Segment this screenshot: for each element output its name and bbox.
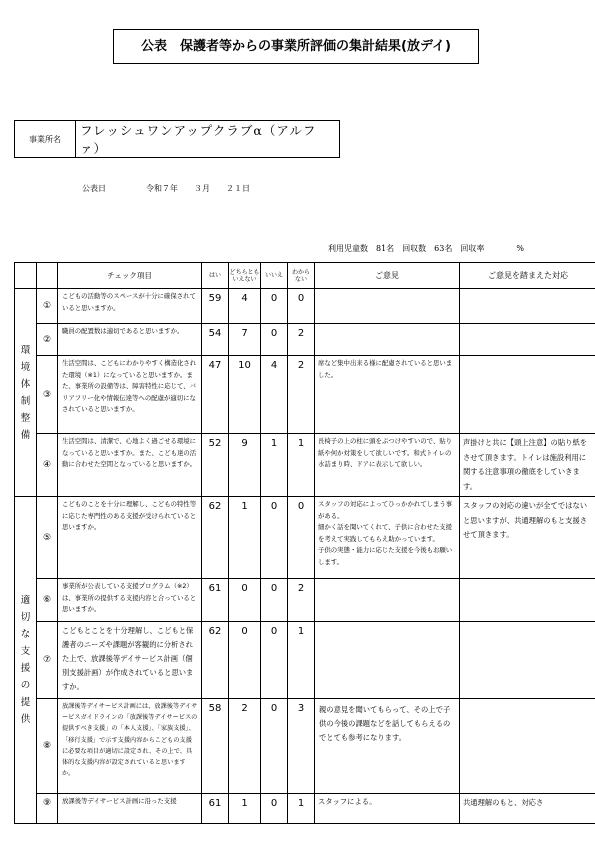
count-no: 0	[261, 699, 288, 794]
count-yes: 62	[202, 622, 229, 699]
question-text: 生活空間は、こどもにわかりやすく構造化された環境（※1）になっていると思いますか。また、事業所の設備等は、障害特性に応じて、バリアフリー化や情報伝達等への配慮が適切になされていると思いますか。	[58, 356, 202, 434]
response-text: 共通理解のもと、対応さ	[460, 794, 595, 824]
publication-month: ３月	[194, 184, 210, 193]
count-no: 0	[261, 579, 288, 622]
question-text: 事業所が公表している支援プログラム（※2）は、事業所の提供する支援内容と合っていると思いますか。	[58, 579, 202, 622]
count-neither: 10	[229, 356, 261, 434]
question-text: 職員の配置数は適切であると思いますか。	[58, 324, 202, 356]
question-text: こどもとことを十分理解し、こどもと保護者のニーズや課題が客観的に分析された上で、放課後等デイサービス計画（個別支援計画）が作成されていると思いますか。	[58, 622, 202, 699]
count-no: 4	[261, 356, 288, 434]
count-unknown: 1	[288, 794, 315, 824]
header-no: いいえ	[261, 263, 288, 289]
count-no: 0	[261, 324, 288, 356]
row-number: ②	[37, 324, 58, 356]
header-blank	[15, 263, 37, 289]
row-number: ④	[37, 434, 58, 497]
category-char: 整	[20, 412, 31, 424]
row-number: ⑤	[37, 497, 58, 579]
table-row	[15, 434, 595, 497]
question-text: 放課後等デイサービス計画に沿った支援	[58, 794, 202, 824]
publication-era-year: 令和７年	[146, 184, 178, 193]
count-unknown: 2	[288, 324, 315, 356]
count-no: 0	[261, 289, 288, 324]
count-unknown: 0	[288, 289, 315, 324]
header-response: ご意見を踏まえた対応	[460, 263, 595, 289]
category-support	[15, 497, 37, 824]
row-number: ⑧	[37, 699, 58, 794]
count-unknown: 2	[288, 579, 315, 622]
category-char: 適	[20, 595, 31, 606]
row-number: ⑨	[37, 794, 58, 824]
count-unknown: 3	[288, 699, 315, 794]
category-char: な	[20, 629, 31, 640]
category-char: の	[20, 680, 31, 691]
table-row	[15, 579, 595, 622]
publication-day: ２１日	[226, 184, 250, 193]
count-yes: 62	[202, 497, 229, 579]
count-neither: 7	[229, 324, 261, 356]
header-neither: どちらとも いえない	[229, 263, 261, 289]
table-row	[15, 289, 595, 324]
category-char: 供	[20, 714, 31, 725]
table-row	[15, 794, 595, 824]
opinion-text	[315, 622, 460, 699]
count-yes: 61	[202, 579, 229, 622]
collection-rate: 回収率 %	[460, 244, 524, 253]
table-row	[15, 324, 595, 356]
table-row	[15, 497, 595, 579]
users-count: 利用児童数 81名	[328, 244, 395, 253]
category-char: 提	[20, 697, 31, 708]
office-label: 事業所名	[15, 121, 76, 158]
count-unknown: 0	[288, 497, 315, 579]
count-no: 0	[261, 497, 288, 579]
count-no: 0	[261, 622, 288, 699]
response-text	[460, 356, 595, 434]
row-number: ①	[37, 289, 58, 324]
count-neither: 1	[229, 497, 261, 579]
category-char: 支	[20, 646, 31, 657]
opinion-text: 席など集中出来る様に配慮されていると思いました。	[315, 356, 460, 434]
count-yes: 52	[202, 434, 229, 497]
response-text	[460, 579, 595, 622]
header-check-item: チェック項目	[58, 263, 202, 289]
office-info	[14, 120, 340, 158]
publication-date	[82, 183, 250, 194]
header-unknown: わから ない	[288, 263, 315, 289]
opinion-text	[315, 324, 460, 356]
question-text: 放課後等デイサービス計画には、放課後等デイサービスガイドラインの「放課後等デイサービスの提供すべき支援」の「本人支援」、「家族支援」、「移行支援」で示す支援内容からこどもの支援に必要な項目が適切に設定され、その上で、具体的な支援内容が設定されていると思いますか。	[58, 699, 202, 794]
category-char: 切	[20, 612, 31, 623]
response-text	[460, 622, 595, 699]
header-row	[15, 263, 595, 289]
category-environment	[15, 289, 37, 497]
opinion-text: スタッフによる。	[315, 794, 460, 824]
response-text	[460, 324, 595, 356]
count-yes: 47	[202, 356, 229, 434]
response-text: スタッフの対応の違いが全てではないと思いますが、共通理解のもと支援させて頂きます。	[460, 497, 595, 579]
count-unknown: 2	[288, 356, 315, 434]
count-neither: 4	[229, 289, 261, 324]
category-char: 備	[20, 429, 31, 441]
table-row	[15, 622, 595, 699]
category-char: 体	[20, 378, 31, 390]
response-text	[460, 699, 595, 794]
survey-stats	[328, 243, 524, 254]
opinion-text	[315, 579, 460, 622]
category-char: 環	[20, 344, 31, 356]
row-number: ⑦	[37, 622, 58, 699]
opinion-text	[315, 289, 460, 324]
office-name: フレッシュワンアップクラブα（アルファ）	[76, 121, 340, 158]
category-char: 境	[20, 361, 31, 373]
table-row	[15, 356, 595, 434]
opinion-text: 親の意見を聞いてもらって、その上で子供の今後の課題などを話してもらえるのでとても参考になります。	[315, 699, 460, 794]
count-neither: 0	[229, 579, 261, 622]
question-text: こどもの活動等のスペースが十分に確保されていると思いますか。	[58, 289, 202, 324]
opinion-text: スタッフの対応によってひっかかれてしまう事がある。 細かく話を聞いてくれて、子供に合わせた支援を考えて実践してもらえ助かっています。 子供の実態・能力に応じた支援を今後もお願いします。	[315, 497, 460, 579]
category-char: 制	[20, 395, 31, 407]
publication-label: 公表日	[82, 184, 106, 193]
table-row	[15, 699, 595, 794]
opinion-text: 長椅子の上の柱に頭をぶつけやすいので、貼り紙や何か対策をして欲しいです。和式トイレの水詰まり時、ドアに表示して欲しい。	[315, 434, 460, 497]
header-yes: はい	[202, 263, 229, 289]
count-neither: 2	[229, 699, 261, 794]
count-neither: 0	[229, 622, 261, 699]
count-yes: 58	[202, 699, 229, 794]
question-text: こどものことを十分に理解し、こどもの特性等に応じた専門性のある支援が受けられていると思いますか。	[58, 497, 202, 579]
category-char: 援	[20, 663, 31, 674]
count-yes: 61	[202, 794, 229, 824]
count-yes: 54	[202, 324, 229, 356]
row-number: ③	[37, 356, 58, 434]
header-blank-num	[37, 263, 58, 289]
page-title: 公表 保護者等からの事業所評価の集計結果(放デイ)	[113, 29, 479, 64]
count-no: 0	[261, 794, 288, 824]
question-text: 生活空間は、清潔で、心地よく過ごせる環境になっていると思いますか。また、こども達の活動に合わせた空間となっていると思いますか。	[58, 434, 202, 497]
header-opinion: ご意見	[315, 263, 460, 289]
row-number: ⑥	[37, 579, 58, 622]
response-text	[460, 289, 595, 324]
evaluation-table	[14, 262, 595, 824]
count-neither: 1	[229, 794, 261, 824]
response-text: 声掛けと共に【頭上注意】の貼り紙をさせて頂きます。トイレは施設利用に関する注意事項の徹底をしていきます。	[460, 434, 595, 497]
collected-count: 回収数 63名	[402, 244, 453, 253]
count-unknown: 1	[288, 434, 315, 497]
count-unknown: 1	[288, 622, 315, 699]
count-no: 1	[261, 434, 288, 497]
count-yes: 59	[202, 289, 229, 324]
count-neither: 9	[229, 434, 261, 497]
